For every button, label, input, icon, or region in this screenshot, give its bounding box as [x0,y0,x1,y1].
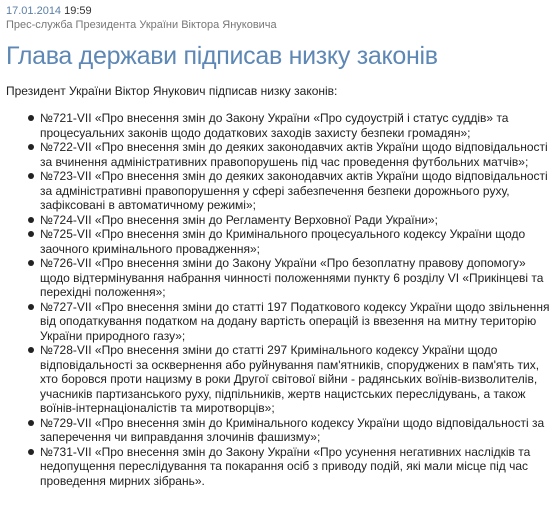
law-text: №724-VII «Про внесення змін до Регламенту Верховної Ради України»; [40,212,438,227]
bullet-icon [28,449,34,455]
bullet-icon [28,115,34,121]
law-text: №728-VII «Про внесення зміни до статті 297 Кримінального кодексу України щодо відповідальності за осквернення або руйнування пам'ятників, споруджених в пам'ять тих, хто боровся проти нацизму в роки Другої світової війни - радянських воїнів-визволителів, учасників партизанського руху, підпільників, жертв нацистських переслідувань, а також воїнів-інтернаціоналістів та миротворців»; [40,343,540,415]
bullet-icon [28,144,34,150]
article-date: 17.01.2014 [6,5,62,17]
law-item [28,169,552,213]
bullet-icon [28,260,34,266]
law-item [28,300,552,344]
article-time: 19:59 [64,5,92,17]
article-meta [6,4,552,18]
law-text: №727-VII «Про внесення зміни до статті 197 Податкового кодексу України щодо звільнення від оподаткування податком на додану вартість операцій із ввезення на митну територію України природного газу»; [40,299,550,343]
law-text: №729-VII «Про внесення змін до Кримінального кодексу України щодо відповідальності за заперечення чи виправдання злочинів фашизму»; [40,415,545,444]
law-text: №723-VII «Про внесення змін до деяких законодавчих актів України щодо відповідальності за адміністративні правопорушення у сфері забезпечення безпеки дорожнього руху, зафіксовані в автоматичному режимі»; [40,169,548,212]
law-item [28,227,552,256]
law-text: №731-VII «Про внесення змін до Закону України «Про усунення негативних наслідків та недопущення переслідування та покарання осіб з приводу подій, які мали місце під час проведення мирних зібрань». [40,444,531,488]
law-item [28,343,552,416]
bullet-icon [28,304,34,310]
article-title: Глава держави підписав низку законів [6,42,438,70]
bullet-icon [28,347,34,353]
article-intro: Президент України Віктор Янукович підписав низку законів: [6,84,338,98]
law-item [28,111,552,140]
law-item [28,445,552,489]
bullet-icon [28,173,34,179]
law-text: №726-VII «Про внесення зміни до Закону України «Про безоплатну правову допомогу» щодо відтермінування набрання чинності положеннями пункту 6 розділу VI «Прикінцеві та перехідні положення»; [40,256,544,299]
law-text: №725-VII «Про внесення змін до Кримінального процесуального кодексу України щодо заочного кримінального провадження»; [40,227,526,256]
law-item [28,416,552,445]
bullet-icon [28,231,34,237]
article-source: Прес-служба Президента України Віктора Януковича [6,19,277,31]
law-item [28,256,552,300]
bullet-icon [28,420,34,426]
law-item [28,140,552,169]
law-list [6,111,552,488]
law-item [28,213,552,228]
law-text: №722-VII «Про внесення змін до деяких законодавчих актів України щодо відповідальності за вчинення адміністративних правопорушень під час проведення футбольних матчів»; [40,140,548,169]
law-text: №721-VII «Про внесення змін до Закону України «Про судоустрій і статус суддів» та процесуальних законів щодо додаткових заходів захисту безпеки громадян»; [40,111,509,140]
bullet-icon [28,217,34,223]
